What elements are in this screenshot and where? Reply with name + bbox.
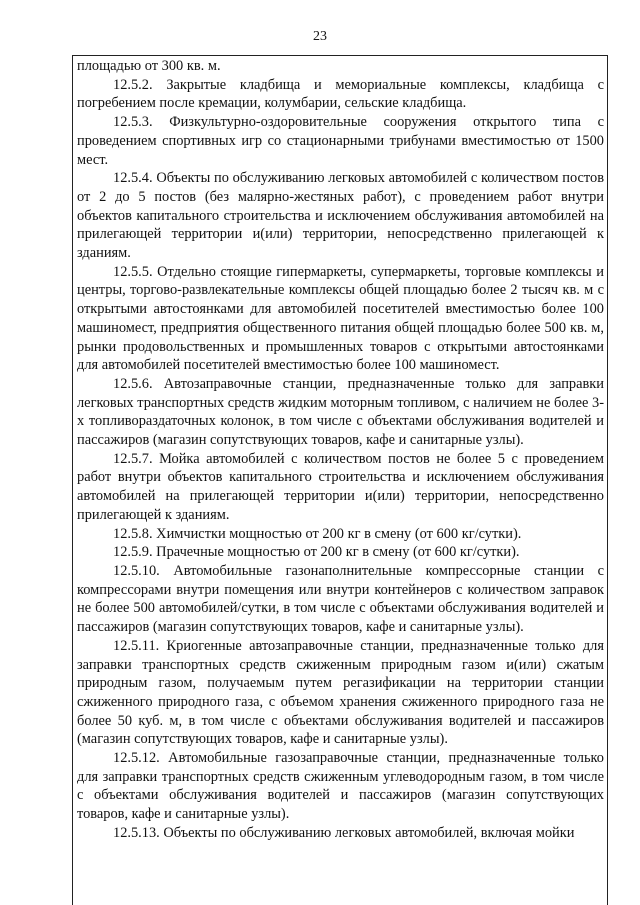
page-number: 23 xyxy=(313,29,327,44)
paragraph-12-5-13: 12.5.13. Объекты по обслуживанию легковых автомобилей, включая мойки xyxy=(113,824,575,841)
paragraph-12-5-2: 12.5.2. Закрытые кладбища и мемориальные комплексы, кладбища с погребением после кремации, колумбарии, сельские кладбища. xyxy=(77,76,604,112)
paragraph-12-5-9: 12.5.9. Прачечные мощностью от 200 кг в смену (от 600 кг/сутки). xyxy=(113,544,520,561)
paragraph-12-5-4: 12.5.4. Объекты по обслуживанию легковых автомобилей с количеством постов от 2 до 5 постов (без малярно-жестяных работ), с проведением работ внутри объектов капитального строительства и исключением обслуживания автомобилей на прилегающей территории и(или) территории, непосредственно прилегающей к зданиям. xyxy=(77,170,604,262)
paragraph-12-5-3: 12.5.3. Физкультурно-оздоровительные сооружения открытого типа с проведением спортивных игр со стационарными трибунами вместимостью от 1500 мест. xyxy=(77,114,604,168)
paragraph-12-5-11: 12.5.11. Криогенные автозаправочные станции, предназначенные только для заправки транспортных средств сжиженным природным газом и(или) сжатым природным газом, получаемым путем регазификации на территории станции сжиженного природного газа, с объемом хранения сжиженного природного газа не более 50 куб. м, в том числе с объектами обслуживания водителей и пассажиров (магазин сопутствующих товаров, кафе и санитарные узлы). xyxy=(77,637,604,748)
paragraph-12-5-5: 12.5.5. Отдельно стоящие гипермаркеты, супермаркеты, торговые комплексы и центры, торгово-развлекательные комплексы общей площадью более 2 тысяч кв. м с открытыми автостоянками для автомобилей посетителей вместимостью более 100 машиномест, предприятия общественного питания общей площадью более 500 кв. м, рынки продовольственных и промышленных товаров с открытыми автостоянками для автомобилей посетителей вместимостью более 100 машиномест. xyxy=(77,263,604,374)
paragraph-12-5-7: 12.5.7. Мойка автомобилей с количеством постов не более 5 с проведением работ внутри объектов капитального строительства и исключением обслуживания автомобилей на прилегающей территории и(или) территории, непосредственно прилегающей к зданиям. xyxy=(77,450,604,523)
paragraph-continuation: площадью от 300 кв. м. xyxy=(77,58,221,74)
paragraph-12-5-8: 12.5.8. Химчистки мощностью от 200 кг в смену (от 600 кг/сутки). xyxy=(113,525,522,542)
paragraph-12-5-12: 12.5.12. Автомобильные газозаправочные станции, предназначенные только для заправки транспортных средств сжиженным углеводородным газом, в том числе с объектами обслуживания водителей и пассажиров (магазин сопутствующих товаров, кафе и санитарные узлы). xyxy=(77,750,604,823)
body-text xyxy=(77,57,604,843)
paragraph-12-5-6: 12.5.6. Автозаправочные станции, предназначенные только для заправки легковых транспортных средств жидким моторным топливом, с наличием не более 3-х топливораздаточных колонок, в том числе с объектами обслуживания водителей и пассажиров (магазин сопутствующих товаров, кафе и санитарные узлы). xyxy=(77,375,604,449)
paragraph-12-5-10: 12.5.10. Автомобильные газонаполнительные компрессорные станции с компрессорами внутри помещения или внутри контейнеров с количеством заправок не более 500 автомобилей/сутки, в том числе с объектами обслуживания водителей и пассажиров (магазин сопутствующих товаров, кафе и санитарные узлы). xyxy=(77,562,604,636)
